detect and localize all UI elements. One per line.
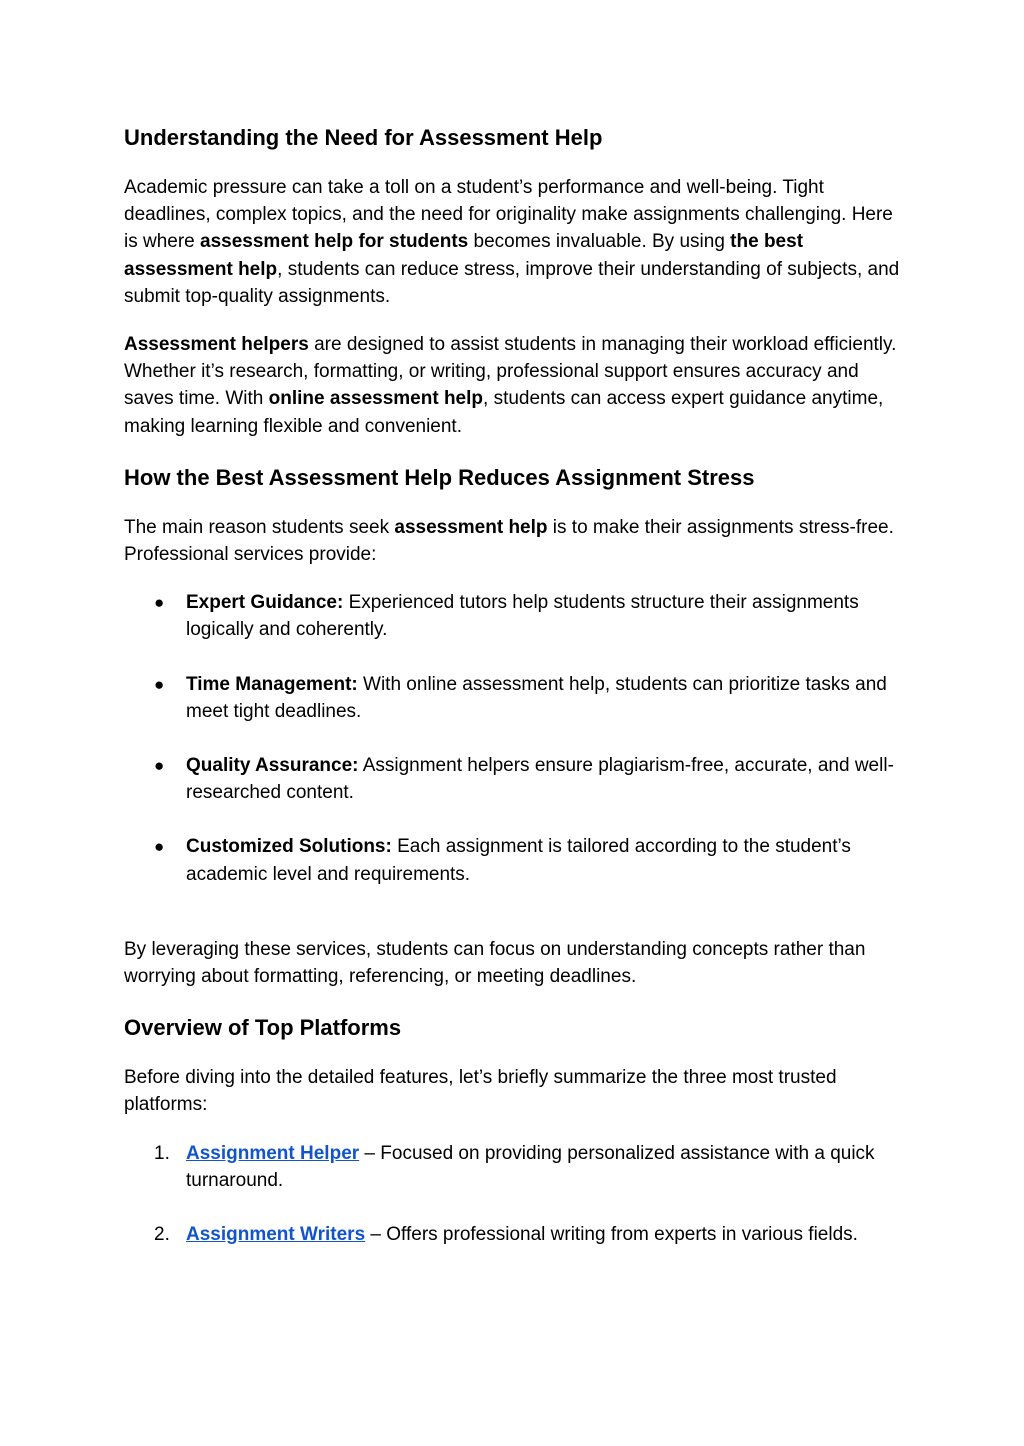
- paragraph-main-reason: The main reason students seek assessment help is to make their assignments stress-free. Professional services provide:: [124, 516, 894, 566]
- list-item: ● Quality Assurance: Assignment helpers ensure plagiarism-free, accurate, and well-researched content.: [124, 752, 904, 806]
- assignment-helper-link[interactable]: Assignment Helper: [186, 1142, 360, 1164]
- bullet-icon: ●: [154, 756, 165, 776]
- benefits-list: [124, 589, 904, 888]
- list-item: 2. Assignment Writers – Offers professional writing from experts in various fields.: [124, 1221, 904, 1248]
- list-item: ● Time Management: With online assessment help, students can prioritize tasks and meet tight deadlines.: [124, 671, 904, 725]
- paragraph-leveraging: By leveraging these services, students can focus on understanding concepts rather than worrying about formatting, referencing, or meeting deadlines.: [124, 938, 866, 988]
- section-heading-need: Understanding the Need for Assessment Help: [124, 125, 603, 150]
- list-number: 1.: [154, 1142, 170, 1164]
- paragraph-assessment-helpers: Assessment helpers are designed to assist students in managing their workload efficiently. Whether it’s research, formatting, or writing, professional support ensures accuracy and saves time. With online assessment help, students can access expert guidance anytime, making learning flexible and convenient.: [124, 334, 897, 437]
- bullet-icon: ●: [154, 837, 165, 857]
- document-page: [124, 118, 904, 1248]
- list-item: ● Expert Guidance: Experienced tutors help students structure their assignments logically and coherently.: [124, 589, 904, 643]
- section-heading-overview: Overview of Top Platforms: [124, 1015, 402, 1041]
- paragraph-academic-pressure: Academic pressure can take a toll on a student’s performance and well-being. Tight deadlines, complex topics, and the need for originality make assignments challenging. Here is where assessment help for students becomes invaluable. By using the best assessment help, students can reduce stress, improve their understanding of subjects, and submit top-quality assignments.: [124, 177, 900, 307]
- bullet-icon: ●: [154, 593, 165, 613]
- list-item: 1. Assignment Helper – Focused on providing personalized assistance with a quick turnaround.: [124, 1140, 904, 1194]
- platforms-list: [124, 1140, 904, 1249]
- list-number: 2.: [154, 1224, 170, 1246]
- list-item: ● Customized Solutions: Each assignment is tailored according to the student’s academic level and requirements.: [124, 833, 904, 887]
- assignment-writers-link[interactable]: Assignment Writers: [186, 1224, 366, 1246]
- section-heading-reduces-stress: How the Best Assessment Help Reduces Assignment Stress: [124, 464, 755, 490]
- paragraph-before-diving: Before diving into the detailed features, let’s briefly summarize the three most trusted platforms:: [124, 1067, 837, 1116]
- bullet-icon: ●: [154, 674, 165, 694]
